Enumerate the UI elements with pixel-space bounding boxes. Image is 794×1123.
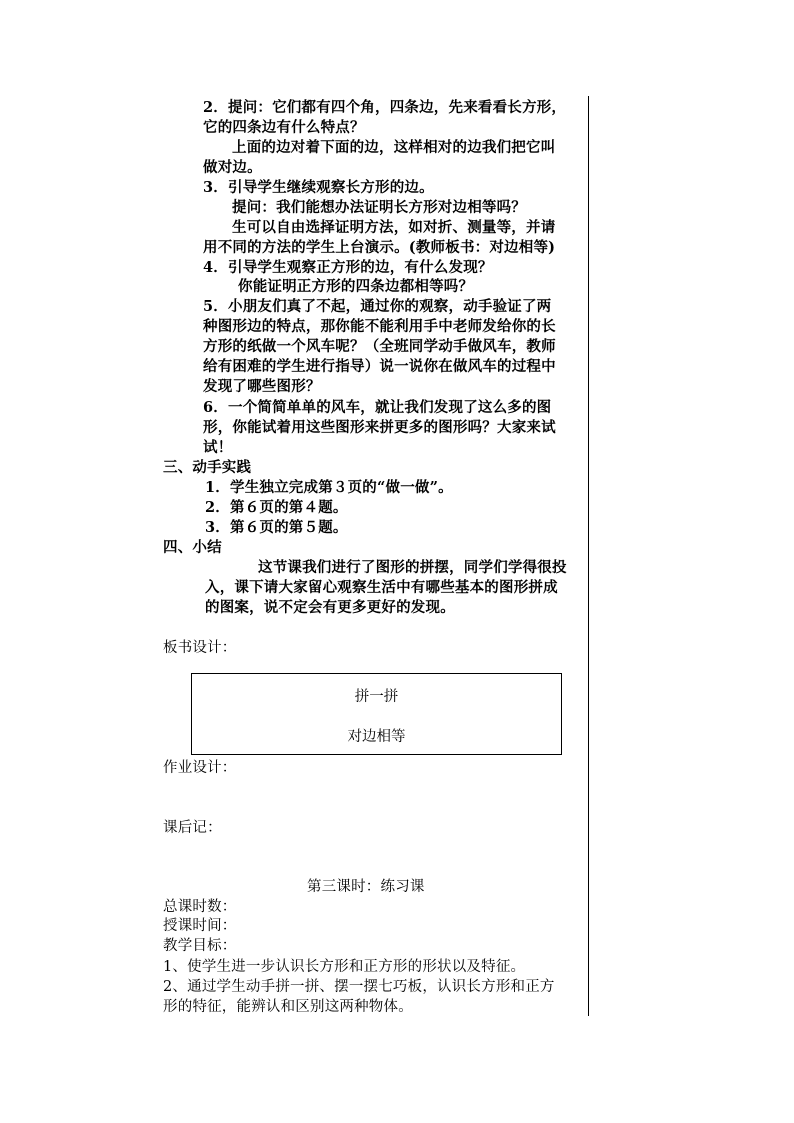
board-design-label: 板书设计： [163,640,237,656]
step3-line2: 提问：我们能想办法证明长方形对边相等吗？ [232,199,526,216]
summary-line1: 这节课我们进行了图形的拼摆，同学们学得很投 [258,559,567,576]
section3-item-2: 2．第６页的第４题。 [205,499,348,516]
step3-line4: 用不同的方法的学生上台演示。(教师板书：对边相等) [203,239,556,256]
section3-item-1: 1．学生独立完成第３页的“做一做”。 [205,479,453,496]
goal-2-line2: 形的特征，能辨认和区别这两种物体。 [163,999,413,1015]
homework-label: 作业设计： [163,760,237,776]
step6-line2: 形，你能试着用这些图形来拼更多的图形吗？大家来试 [203,419,556,436]
step5-line2: 种图形边的特点，那你能不能利用手中老师发给你的长 [203,318,556,335]
summary-line3: 的图案，说不定会有更多更好的发现。 [205,599,455,616]
teaching-time-label: 授课时间： [163,918,237,934]
board-line2: 对边相等 [347,729,406,745]
afterclass-label: 课后记： [163,820,222,836]
step2-line4: 做对边。 [203,159,262,176]
step6-line3: 试！ [203,439,233,456]
step2-line1: 2．提问：它们都有四个角，四条边，先来看看长方形， [203,99,567,116]
step5-line5: 发现了哪些图形？ [203,378,321,395]
board-design-box [191,673,562,755]
step5-line3: 方形的纸做一个风车呢？（全班同学动手做风车，教师 [203,338,556,355]
summary-line2: 入，课下请大家留心观察生活中有哪些基本的图形拼成 [205,579,558,596]
board-line1: 拼一拼 [354,689,399,705]
table-border-right [588,96,589,1016]
step2-line3: 上面的边对着下面的边，这样相对的边我们把它叫 [232,139,556,156]
step3-line3: 生可以自由选择证明方法，如对折、测量等，并请 [232,219,556,236]
step5-line4: 给有困难的学生进行指导）说一说你在做风车的过程中 [203,358,556,375]
goal-1: 1、使学生进一步认识长方形和正方形的形状以及特征。 [163,959,526,975]
step6-line1: 6．一个简简单单的风车，就让我们发现了这么多的图 [203,399,552,416]
step3-line1: 3．引导学生继续观察长方形的边。 [203,179,434,196]
step4-line1: 4．引导学生观察正方形的边，有什么发现？ [203,259,493,276]
section3-item-3: 3．第６页的第５题。 [205,519,348,536]
section3-title: 三、动手实践 [163,459,252,476]
section4-title: 四、小结 [163,539,222,556]
teaching-goals-label: 教学目标： [163,938,237,954]
step2-line2: 它的四条边有什么特点？ [203,119,365,136]
lesson3-title: 第三课时：练习课 [307,879,425,895]
step5-line1: 5．小朋友们真了不起，通过你的观察，动手验证了两 [203,298,552,315]
step4-line2: 你能证明正方形的四条边都相等吗？ [238,278,474,295]
goal-2-line1: 2、通过学生动手拼一拼、摆一摆七巧板，认识长方形和正方 [163,979,555,995]
total-hours-label: 总课时数： [163,899,237,915]
